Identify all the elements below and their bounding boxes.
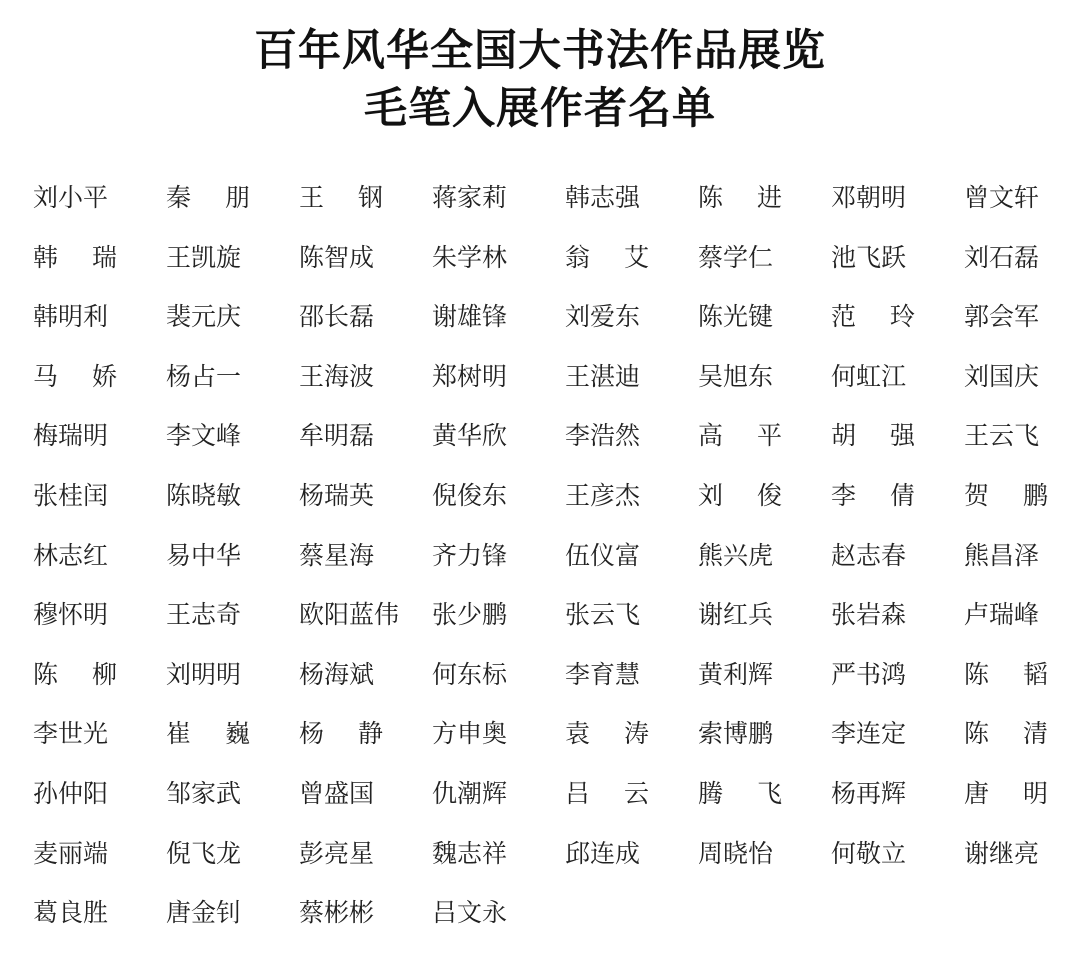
author-name: 王云飞 xyxy=(964,421,1040,451)
author-name: 伍仪富 xyxy=(565,540,641,570)
author-name-grid xyxy=(33,168,1073,943)
author-name: 杨再辉 xyxy=(831,778,907,808)
author-name: 魏志祥 xyxy=(432,838,508,868)
author-name: 倪俊东 xyxy=(432,480,508,510)
author-name: 周晓怡 xyxy=(698,838,774,868)
author-name: 熊兴虎 xyxy=(698,540,774,570)
author-name: 陈光键 xyxy=(698,302,774,332)
author-name: 高 平 xyxy=(698,421,782,451)
author-name: 王 钢 xyxy=(299,183,383,212)
author-name: 陈 清 xyxy=(964,719,1048,749)
author-name: 曾文轩 xyxy=(964,183,1040,212)
author-name: 蔡星海 xyxy=(299,540,375,570)
author-name: 张岩森 xyxy=(831,600,907,630)
author-name: 韩志强 xyxy=(565,183,641,212)
list-subtitle: 毛笔入展作者名单 xyxy=(364,84,716,134)
author-name: 刘国庆 xyxy=(964,361,1040,391)
author-name: 穆怀明 xyxy=(33,600,109,630)
author-name: 易中华 xyxy=(166,540,242,570)
author-name: 梅瑞明 xyxy=(33,421,109,451)
author-name: 仇潮辉 xyxy=(432,778,508,808)
author-name: 秦 朋 xyxy=(166,183,250,212)
author-name: 郑树明 xyxy=(432,361,508,391)
title-block xyxy=(0,22,1080,138)
author-name: 胡 强 xyxy=(831,421,915,451)
author-name: 腾 飞 xyxy=(698,778,782,808)
author-name: 陈 韬 xyxy=(964,659,1048,689)
author-name: 欧阳蓝伟 xyxy=(299,600,400,630)
author-name: 谢红兵 xyxy=(698,600,774,630)
author-name: 李 倩 xyxy=(831,480,915,510)
author-name: 王湛迪 xyxy=(565,361,641,391)
author-name: 陈 柳 xyxy=(33,659,117,689)
author-name: 唐 明 xyxy=(964,778,1048,808)
author-name: 李文峰 xyxy=(166,421,242,451)
author-name: 李连定 xyxy=(831,719,907,749)
author-name: 池飞跃 xyxy=(831,242,907,272)
author-name: 张云飞 xyxy=(565,600,641,630)
author-name: 韩 瑞 xyxy=(33,242,117,272)
author-name: 熊昌泽 xyxy=(964,540,1040,570)
author-name: 黄华欣 xyxy=(432,421,508,451)
author-name: 蔡彬彬 xyxy=(299,898,375,928)
author-name: 黄利辉 xyxy=(698,659,774,689)
author-name: 林志红 xyxy=(33,540,109,570)
author-name: 邱连成 xyxy=(565,838,641,868)
author-name: 杨瑞英 xyxy=(299,480,375,510)
author-name: 李育慧 xyxy=(565,659,641,689)
author-name: 李浩然 xyxy=(565,421,641,451)
author-name: 王志奇 xyxy=(166,600,242,630)
author-name: 张少鹏 xyxy=(432,600,508,630)
author-name: 谢继亮 xyxy=(964,838,1040,868)
author-name: 韩明利 xyxy=(33,302,109,332)
author-name: 马 娇 xyxy=(33,361,117,391)
author-name: 蒋家莉 xyxy=(432,183,508,212)
author-name: 李世光 xyxy=(33,719,109,749)
author-name: 索博鹏 xyxy=(698,719,774,749)
author-name: 齐力锋 xyxy=(432,540,508,570)
author-name: 彭亮星 xyxy=(299,838,375,868)
author-name: 唐金钊 xyxy=(166,898,242,928)
author-name: 孙仲阳 xyxy=(33,778,109,808)
author-name: 王海波 xyxy=(299,361,375,391)
author-name: 刘明明 xyxy=(166,659,242,689)
author-name: 卢瑞峰 xyxy=(964,600,1040,630)
author-name: 郭会军 xyxy=(964,302,1040,332)
author-name: 朱学林 xyxy=(432,242,508,272)
author-name: 严书鸿 xyxy=(831,659,907,689)
author-name: 范 玲 xyxy=(831,302,915,332)
author-name: 何敬立 xyxy=(831,838,907,868)
author-name: 杨占一 xyxy=(166,361,242,391)
author-name: 蔡学仁 xyxy=(698,242,774,272)
author-name: 陈晓敏 xyxy=(166,480,242,510)
author-name: 陈 进 xyxy=(698,183,782,212)
author-name: 袁 涛 xyxy=(565,719,649,749)
author-name: 方申奥 xyxy=(432,719,508,749)
author-name: 杨海斌 xyxy=(299,659,375,689)
author-name: 谢雄锋 xyxy=(432,302,508,332)
author-name: 倪飞龙 xyxy=(166,838,242,868)
author-name: 崔 巍 xyxy=(166,719,250,749)
author-name: 翁 艾 xyxy=(565,242,649,272)
author-name: 邵长磊 xyxy=(299,302,375,332)
author-name: 裴元庆 xyxy=(166,302,242,332)
author-name: 贺 鹏 xyxy=(964,480,1048,510)
author-name: 邓朝明 xyxy=(831,183,907,212)
author-name: 王凯旋 xyxy=(166,242,242,272)
author-name: 杨 静 xyxy=(299,719,383,749)
author-name: 吕文永 xyxy=(432,898,508,928)
author-name: 刘 俊 xyxy=(698,480,782,510)
author-name: 陈智成 xyxy=(299,242,375,272)
exhibition-title: 百年风华全国大书法作品展览 xyxy=(254,26,826,76)
author-name: 何东标 xyxy=(432,659,508,689)
author-name: 曾盛国 xyxy=(299,778,375,808)
author-name: 葛良胜 xyxy=(33,898,109,928)
author-name: 刘小平 xyxy=(33,183,109,212)
author-name: 邹家武 xyxy=(166,778,242,808)
author-name: 刘爱东 xyxy=(565,302,641,332)
author-name: 麦丽端 xyxy=(33,838,109,868)
author-name: 刘石磊 xyxy=(964,242,1040,272)
author-name: 吕 云 xyxy=(565,778,649,808)
author-name: 张桂闰 xyxy=(33,480,109,510)
author-name: 何虹江 xyxy=(831,361,907,391)
author-name: 牟明磊 xyxy=(299,421,375,451)
author-name: 吴旭东 xyxy=(698,361,774,391)
author-name: 王彦杰 xyxy=(565,480,641,510)
author-name: 赵志春 xyxy=(831,540,907,570)
